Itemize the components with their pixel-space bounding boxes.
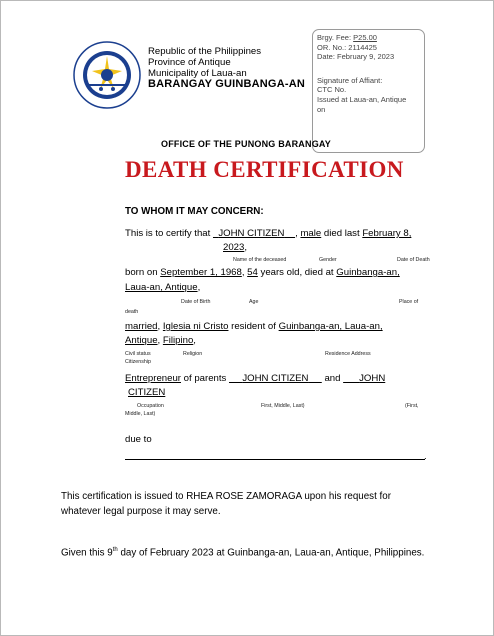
barangay-seal-icon (73, 41, 141, 109)
ctc-label: CTC No. (317, 85, 347, 95)
mother-a: JOHN (359, 373, 386, 384)
and-text: and (324, 373, 341, 384)
cause-of-death-line (125, 459, 425, 460)
caption-death: death (125, 309, 139, 315)
letterhead (148, 46, 305, 90)
residence-b: Antique (125, 335, 158, 346)
given-statement: Given this 9th day of February 2023 at Guinbanga-an, Laua-an, Antique, Philippines. (61, 547, 425, 559)
father-name: JOHN CITIZEN (242, 373, 309, 384)
caption-civil-status: Civil status (125, 351, 151, 357)
date-of-birth: September 1, 1968 (160, 267, 242, 278)
caption-date-of-birth: Date of Birth (181, 299, 211, 305)
residence-a: Guinbanga-an, Laua-an, (278, 321, 383, 332)
caption-first-middle-last: First, Middle, Last) (261, 403, 305, 409)
place-of-death-a: Guinbanga-an, (336, 267, 400, 278)
caption-name-of-deceased: Name of the deceased (233, 257, 287, 263)
caption-place-of: Place of (399, 299, 419, 305)
document-title: DEATH CERTIFICATION (125, 157, 404, 182)
body-line-1: This is to certify that JOHN CITIZEN , male died last February 8, (125, 228, 412, 239)
resident-of-text: resident of (231, 321, 276, 332)
certify-prefix: This is to certify that (125, 228, 211, 239)
born-on-text: born on (125, 267, 158, 278)
office-heading: OFFICE OF THE PUNONG BARANGAY (161, 139, 331, 149)
on-label: on (317, 104, 326, 114)
body-line-1b: 2023, (223, 242, 248, 253)
caption-occupation: Occupation (137, 403, 164, 409)
place-of-death-b: Laua-an, Antique (125, 282, 198, 293)
issued-label: Issued at Laua-an, Antique (317, 94, 407, 104)
body-line-2: born on September 1, 1968, 54 years old, died at Guinbanga-an, (125, 267, 400, 278)
caption-first: (First, (405, 403, 419, 409)
or-value: 2114425 (348, 42, 377, 52)
due-to-label: due to (125, 434, 152, 445)
affiant-label: Signature of Affiant: (317, 75, 383, 85)
caption-middle-last: Middle, Last) (125, 411, 156, 417)
age-value: 54 (247, 267, 258, 278)
years-old-text: years old, died at (260, 267, 334, 278)
date-of-death-b: 2023 (223, 242, 245, 253)
died-text: died last (323, 228, 360, 239)
body-line-3b: Antique, Filipino, (125, 335, 196, 346)
caption-age: Age (249, 299, 259, 305)
body-line-4b (128, 387, 165, 398)
caption-religion: Religion (183, 351, 203, 357)
mother-b: CITIZEN (128, 387, 166, 398)
caption-date-of-death: Date of Death (397, 257, 430, 263)
caption-citizenship: Citizenship (125, 359, 151, 365)
issued-statement-a: This certification is issued to RHEA ROSE ZAMORAGA upon his request for (61, 491, 391, 502)
gender-value: male (300, 228, 322, 239)
occupation: Entrepreneur (125, 373, 181, 384)
republic-line: Republic of the Philippines (148, 46, 262, 57)
of-parents-text: of parents (183, 373, 227, 384)
fee-box (312, 29, 425, 153)
body-line-4 (125, 373, 385, 384)
religion: Iglesia ni Cristo (162, 321, 229, 332)
issued-statement-b: whatever legal purpose it may serve. (61, 506, 221, 517)
cause-period: . (424, 451, 427, 462)
body-line-2b: Laua-an, Antique, (125, 282, 201, 293)
date-label: Date: (317, 52, 335, 62)
barangay-name: BARANGAY GUINBANGA-AN (148, 78, 305, 90)
salutation: TO WHOM IT MAY CONCERN: (125, 206, 264, 217)
date-value: February 9, 2023 (337, 52, 395, 62)
citizenship: Filipino (162, 335, 194, 346)
caption-residence-address: Residence Address (325, 351, 371, 357)
caption-gender: Gender (319, 257, 337, 263)
date-of-death-a: February 8, (362, 228, 412, 239)
fee-value: P25.00 (353, 33, 377, 42)
deceased-name: JOHN CITIZEN (218, 228, 285, 239)
fee-label: Brgy. Fee: (317, 33, 352, 42)
body-line-3: married, Iglesia ni Cristo resident of Guinbanga-an, Laua-an, (125, 321, 383, 332)
province-line: Province of Antique (148, 57, 231, 68)
or-label: OR. No.: (317, 42, 347, 52)
civil-status: married (125, 321, 158, 332)
municipality-line: Municipality of Laua-an (148, 68, 247, 79)
